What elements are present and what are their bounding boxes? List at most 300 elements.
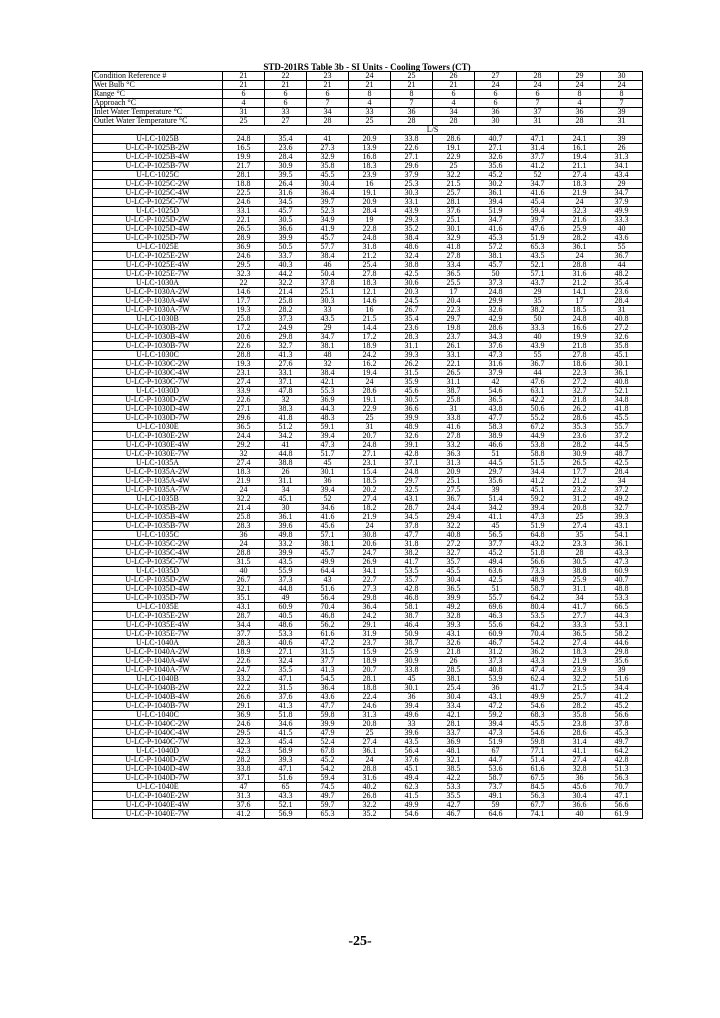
table-cell: 62.3 (391, 783, 433, 792)
table-cell: 43.1 (223, 603, 265, 612)
table-cell: 21.9 (223, 477, 265, 486)
table-cell: 41.9 (307, 225, 349, 234)
table-cell: 27.4 (559, 639, 601, 648)
table-row (93, 369, 643, 378)
table-cell: 28.4 (601, 468, 643, 477)
table-cell: 36 (391, 693, 433, 702)
table-cell: 36.5 (559, 630, 601, 639)
table-cell: 64.2 (601, 747, 643, 756)
table-cell: 31.1 (265, 477, 307, 486)
table-cell: 59.1 (307, 423, 349, 432)
table-cell: 37.6 (265, 693, 307, 702)
table-cell: 36.7 (517, 360, 559, 369)
table-cell: 38.4 (307, 252, 349, 261)
table-cell: 42.9 (475, 315, 517, 324)
table-row (93, 612, 643, 621)
table-cell: 36 (559, 774, 601, 783)
table-cell: 32.2 (433, 171, 475, 180)
table-cell: 39.9 (433, 594, 475, 603)
table-cell: 34.6 (307, 504, 349, 513)
table-cell: 33.2 (223, 675, 265, 684)
row-label: U-LC-1040B (93, 675, 223, 684)
table-cell: 43.7 (517, 279, 559, 288)
table-cell: 39.6 (391, 729, 433, 738)
table-cell: 30.1 (307, 468, 349, 477)
table-row (93, 216, 643, 225)
table-row (93, 666, 643, 675)
table-cell: 37.8 (307, 279, 349, 288)
table-cell: 22.9 (349, 405, 391, 414)
row-label: U-LC-1035C (93, 531, 223, 540)
table-cell: 38.1 (475, 252, 517, 261)
table-cell: 37.2 (601, 486, 643, 495)
table-cell: 26 (433, 72, 475, 81)
table-cell: 31.3 (349, 711, 391, 720)
table-cell: 45.3 (475, 234, 517, 243)
table-cell: 59.2 (517, 495, 559, 504)
row-label: U-LC-P-1040B-4W (93, 693, 223, 702)
table-cell: 37.3 (265, 315, 307, 324)
table-cell: 19.3 (223, 306, 265, 315)
table-cell: 34.5 (265, 198, 307, 207)
table-cell: 37.3 (475, 279, 517, 288)
table-cell: 24.2 (349, 351, 391, 360)
table-cell: 24.6 (223, 252, 265, 261)
table-cell: 33.7 (433, 729, 475, 738)
table-cell: 36.1 (601, 369, 643, 378)
table-cell: 32.1 (433, 756, 475, 765)
table-cell: 16.6 (559, 324, 601, 333)
table-cell: 30.1 (601, 360, 643, 369)
table-cell: 44.9 (517, 432, 559, 441)
table-cell: 28 (517, 72, 559, 81)
table-cell: 33.8 (391, 135, 433, 144)
table-row (93, 720, 643, 729)
table-cell: 32.2 (349, 801, 391, 810)
row-label: U-LC-P-1030C-2W (93, 360, 223, 369)
table-row (93, 684, 643, 693)
table-cell: 20.3 (391, 288, 433, 297)
table-cell: 52.1 (601, 387, 643, 396)
table-row (93, 486, 643, 495)
table-cell: 34 (433, 108, 475, 117)
table-cell: 28.9 (223, 234, 265, 243)
table-cell: 21.2 (559, 477, 601, 486)
table-cell: 31.5 (307, 648, 349, 657)
table-cell: 43.3 (517, 657, 559, 666)
row-label: U-LC-P-1040C-7W (93, 738, 223, 747)
table-cell: 50 (517, 315, 559, 324)
table-cell: 53.5 (391, 567, 433, 576)
table-cell: 45.5 (601, 414, 643, 423)
table-cell: 59 (475, 801, 517, 810)
table-cell: 24.6 (223, 198, 265, 207)
table-cell: 41.6 (307, 513, 349, 522)
table-cell: 24.9 (265, 324, 307, 333)
table-cell: 43.5 (391, 738, 433, 747)
table-cell: 32 (307, 360, 349, 369)
table-cell: 51.9 (475, 738, 517, 747)
table-cell: 55.2 (517, 414, 559, 423)
table-cell: 33.1 (433, 351, 475, 360)
table-cell: 18.2 (349, 504, 391, 513)
table-cell: 30.4 (433, 576, 475, 585)
table-cell: 49.9 (391, 801, 433, 810)
table-cell: 27.4 (349, 495, 391, 504)
table-cell: 28.4 (265, 153, 307, 162)
table-cell: 41.2 (517, 162, 559, 171)
table-cell: 28.1 (433, 198, 475, 207)
table-cell: 33.7 (265, 252, 307, 261)
table-cell: 39.4 (475, 198, 517, 207)
table-cell: 25 (223, 117, 265, 126)
table-cell: 17.2 (223, 324, 265, 333)
table-cell: 44.3 (601, 612, 643, 621)
table-cell: 47.2 (307, 639, 349, 648)
table-cell: 36 (223, 531, 265, 540)
table-cell: 56.9 (265, 810, 307, 819)
table-cell: 39.3 (601, 513, 643, 522)
table-cell: 29.2 (223, 441, 265, 450)
table-cell: 44.5 (475, 459, 517, 468)
table-cell: 29.3 (391, 216, 433, 225)
table-cell: 58.3 (475, 423, 517, 432)
table-cell: 29 (517, 288, 559, 297)
table-cell: 31.4 (517, 144, 559, 153)
table-cell: 21.8 (559, 342, 601, 351)
table-cell: 22.6 (223, 657, 265, 666)
table-cell: 41.7 (517, 684, 559, 693)
table-row (93, 675, 643, 684)
table-cell: 24.8 (349, 234, 391, 243)
table-cell: 27.3 (307, 144, 349, 153)
table-cell: 67.5 (517, 774, 559, 783)
table-cell: 35.8 (601, 342, 643, 351)
table-cell: 36.9 (223, 243, 265, 252)
table-cell: 37.7 (223, 630, 265, 639)
table-cell: 59.8 (307, 711, 349, 720)
table-cell: 8 (391, 90, 433, 99)
table-row (93, 171, 643, 180)
table-cell: 46.8 (391, 594, 433, 603)
row-label: U-LC-1030B (93, 315, 223, 324)
table-row (93, 648, 643, 657)
table-cell: 32.3 (559, 207, 601, 216)
table-cell: 37.9 (475, 369, 517, 378)
table-cell: 39 (601, 666, 643, 675)
table-cell: 41.7 (391, 558, 433, 567)
table-cell: 55.9 (265, 567, 307, 576)
table-cell: 49.4 (391, 774, 433, 783)
table-cell: 36.4 (349, 603, 391, 612)
table-cell: 50.6 (517, 405, 559, 414)
table-cell: 41.8 (265, 414, 307, 423)
table-cell: 56.5 (475, 531, 517, 540)
table-cell: 64.8 (517, 531, 559, 540)
table-cell: 39 (475, 486, 517, 495)
table-cell: 36 (559, 108, 601, 117)
table-cell: 26.4 (265, 180, 307, 189)
table-cell: 23.6 (265, 144, 307, 153)
table-cell: 20.2 (349, 486, 391, 495)
table-cell: 58.2 (601, 630, 643, 639)
table-cell: 47.3 (601, 558, 643, 567)
table-cell: 25.1 (433, 216, 475, 225)
table-cell: 28.2 (559, 702, 601, 711)
table-cell: 31.5 (223, 558, 265, 567)
row-label: U-LC-P-1030E-2W (93, 432, 223, 441)
table-cell: 26.9 (349, 558, 391, 567)
table-cell: 29.7 (433, 315, 475, 324)
table-cell: 44 (517, 369, 559, 378)
table-row (93, 153, 643, 162)
table-row (93, 144, 643, 153)
row-label: U-LC-P-1030D-2W (93, 396, 223, 405)
table-cell: 47.1 (265, 675, 307, 684)
table-cell: 24 (349, 522, 391, 531)
table-cell: 36.9 (223, 711, 265, 720)
table-row (93, 540, 643, 549)
table-cell: 52.3 (307, 207, 349, 216)
table-cell: 32.7 (433, 549, 475, 558)
table-cell: 19.1 (349, 189, 391, 198)
table-cell: 27.8 (349, 270, 391, 279)
row-label: U-LC-P-1030A-7W (93, 306, 223, 315)
table-cell: 20.7 (349, 432, 391, 441)
table-cell: 42.1 (307, 378, 349, 387)
table-cell: 32.8 (559, 765, 601, 774)
table-cell: 33.2 (433, 441, 475, 450)
table-cell: 28.6 (475, 324, 517, 333)
table-cell: 51 (475, 450, 517, 459)
table-cell: 43.3 (265, 792, 307, 801)
table-cell: 38.7 (391, 612, 433, 621)
table-cell: 48.2 (601, 270, 643, 279)
table-cell: 67 (475, 747, 517, 756)
table-cell: 35.6 (475, 477, 517, 486)
table-cell: 24.5 (391, 297, 433, 306)
table-row (93, 738, 643, 747)
table-cell: 14.1 (559, 288, 601, 297)
table-row (93, 270, 643, 279)
table-cell: 36.6 (391, 405, 433, 414)
table-cell: 34 (307, 108, 349, 117)
table-cell: 29.8 (601, 648, 643, 657)
table-cell: 53.3 (601, 594, 643, 603)
table-cell: 18.3 (349, 162, 391, 171)
table-cell: 26 (601, 144, 643, 153)
table-cell: 36.1 (559, 243, 601, 252)
table-cell: 37.6 (223, 801, 265, 810)
table-cell: 51.4 (517, 756, 559, 765)
table-cell: 35.7 (433, 558, 475, 567)
table-cell: 33 (391, 720, 433, 729)
table-cell: 37 (517, 108, 559, 117)
table-cell: 33.3 (601, 216, 643, 225)
table-cell: 53.1 (601, 621, 643, 630)
table-row (93, 621, 643, 630)
table-cell: 32.5 (391, 486, 433, 495)
table-cell: 28.8 (223, 351, 265, 360)
table-cell: 46.8 (307, 612, 349, 621)
table-cell: 38.7 (433, 387, 475, 396)
table-cell: 29.4 (433, 513, 475, 522)
table-cell: 18.5 (349, 477, 391, 486)
table-row (93, 441, 643, 450)
table-cell: 55.3 (307, 387, 349, 396)
table-cell: 42.8 (601, 756, 643, 765)
table-row (93, 549, 643, 558)
table-cell: 25 (349, 729, 391, 738)
row-label: U-LC-P-1040A-2W (93, 648, 223, 657)
table-cell: 32.7 (559, 387, 601, 396)
table-cell: 45 (475, 522, 517, 531)
row-label: U-LC-P-1035B-4W (93, 513, 223, 522)
table-row (93, 450, 643, 459)
table-cell: 39.9 (391, 414, 433, 423)
table-cell: 54.6 (517, 729, 559, 738)
table-cell: 36.7 (601, 252, 643, 261)
table-cell: 29.8 (265, 333, 307, 342)
table-cell: 41 (265, 441, 307, 450)
table-cell: 43.1 (475, 693, 517, 702)
table-cell: 26.5 (223, 225, 265, 234)
table-cell: 24 (349, 756, 391, 765)
table-cell: 40 (559, 810, 601, 819)
table-cell: 73.3 (517, 567, 559, 576)
table-cell: 47.1 (517, 135, 559, 144)
table-cell: 42 (475, 378, 517, 387)
table-cell: 24.8 (391, 468, 433, 477)
row-label: U-LC-1040E (93, 783, 223, 792)
table-cell: 31.3 (433, 459, 475, 468)
table-row (93, 801, 643, 810)
table-cell: 20.4 (433, 297, 475, 306)
table-cell: 28 (433, 117, 475, 126)
table-cell: 28.6 (559, 414, 601, 423)
table-cell: 24 (223, 486, 265, 495)
table-cell: 36.1 (601, 540, 643, 549)
table-cell: 6 (475, 90, 517, 99)
table-cell: 39.7 (307, 198, 349, 207)
table-cell: 24.8 (223, 135, 265, 144)
row-label: Wet Bulb °C (93, 81, 223, 90)
table-cell: 18.8 (223, 180, 265, 189)
table-cell: 21.4 (265, 288, 307, 297)
table-cell: 43.1 (601, 522, 643, 531)
table-cell: 51.6 (265, 774, 307, 783)
table-cell: 23.3 (559, 540, 601, 549)
table-cell: 31.8 (391, 540, 433, 549)
table-cell: 28.8 (349, 765, 391, 774)
table-row (93, 297, 643, 306)
table-cell: 56.4 (307, 594, 349, 603)
table-row (93, 135, 643, 144)
table-cell: 32.7 (265, 342, 307, 351)
row-label: U-LC-P-1035B-2W (93, 504, 223, 513)
table-cell: 48.7 (601, 450, 643, 459)
table-cell: 48.6 (265, 621, 307, 630)
table-row (93, 783, 643, 792)
table-cell: 25.3 (391, 180, 433, 189)
table-cell: 61.9 (601, 810, 643, 819)
table-cell: 21.5 (349, 315, 391, 324)
table-cell: 69.6 (475, 603, 517, 612)
table-cell: 51.8 (517, 549, 559, 558)
row-label: U-LC-P-1030E-4W (93, 441, 223, 450)
table-cell: 35.9 (391, 378, 433, 387)
table-row (93, 747, 643, 756)
table-row (93, 531, 643, 540)
table-cell: 24.6 (223, 720, 265, 729)
table-cell: 35.4 (265, 135, 307, 144)
table-cell: 4 (433, 99, 475, 108)
table-cell: 41.8 (601, 405, 643, 414)
table-cell: 74.1 (517, 810, 559, 819)
row-label: U-LC-P-1035C-4W (93, 549, 223, 558)
table-cell: 17.7 (223, 297, 265, 306)
row-label: U-LC-P-1035C-7W (93, 558, 223, 567)
table-cell: 43.8 (475, 405, 517, 414)
table-cell: 47.2 (475, 702, 517, 711)
table-cell: 36.5 (433, 270, 475, 279)
table-cell: 21.8 (559, 396, 601, 405)
row-label: U-LC-P-1030D-7W (93, 414, 223, 423)
table-cell: 16.8 (349, 153, 391, 162)
table-cell: 24.2 (349, 612, 391, 621)
table-row (93, 414, 643, 423)
row-label: U-LC-P-1040D-4W (93, 765, 223, 774)
table-row (93, 162, 643, 171)
table-cell: 30.4 (307, 180, 349, 189)
table-cell: 41.7 (559, 603, 601, 612)
table-cell: 17 (559, 297, 601, 306)
table-cell: 18.9 (349, 342, 391, 351)
table-cell: 36.6 (265, 225, 307, 234)
table-cell: 36.5 (223, 423, 265, 432)
table-cell: 30 (601, 72, 643, 81)
table-cell: 7 (391, 99, 433, 108)
table-row (93, 756, 643, 765)
row-label: U-LC-P-1035E-2W (93, 612, 223, 621)
table-cell: 49.7 (601, 738, 643, 747)
table-cell: 8 (601, 90, 643, 99)
row-label: U-LC-P-1040E-7W (93, 810, 223, 819)
table-cell: 25 (433, 162, 475, 171)
table-cell: 21.7 (223, 162, 265, 171)
table-cell: 4 (559, 99, 601, 108)
table-row (93, 261, 643, 270)
header-row (93, 72, 643, 81)
table-cell: 25.8 (223, 513, 265, 522)
table-cell: 26.6 (223, 693, 265, 702)
table-cell: 49.2 (601, 495, 643, 504)
table-cell: 80.4 (517, 603, 559, 612)
table-cell: 32.2 (559, 675, 601, 684)
table-cell: 42.2 (433, 774, 475, 783)
table-cell: 46.3 (475, 612, 517, 621)
row-label: U-LC-P-1030D-4W (93, 405, 223, 414)
table-cell: 45 (307, 459, 349, 468)
row-label: U-LC-P-1040C-4W (93, 729, 223, 738)
table-cell: 35.8 (307, 162, 349, 171)
table-cell: 64.2 (517, 594, 559, 603)
table-cell: 30.3 (391, 189, 433, 198)
table-cell: 51.9 (517, 234, 559, 243)
table-cell: 19.1 (433, 144, 475, 153)
table-cell: 34.4 (601, 684, 643, 693)
table-cell: 68.3 (517, 711, 559, 720)
